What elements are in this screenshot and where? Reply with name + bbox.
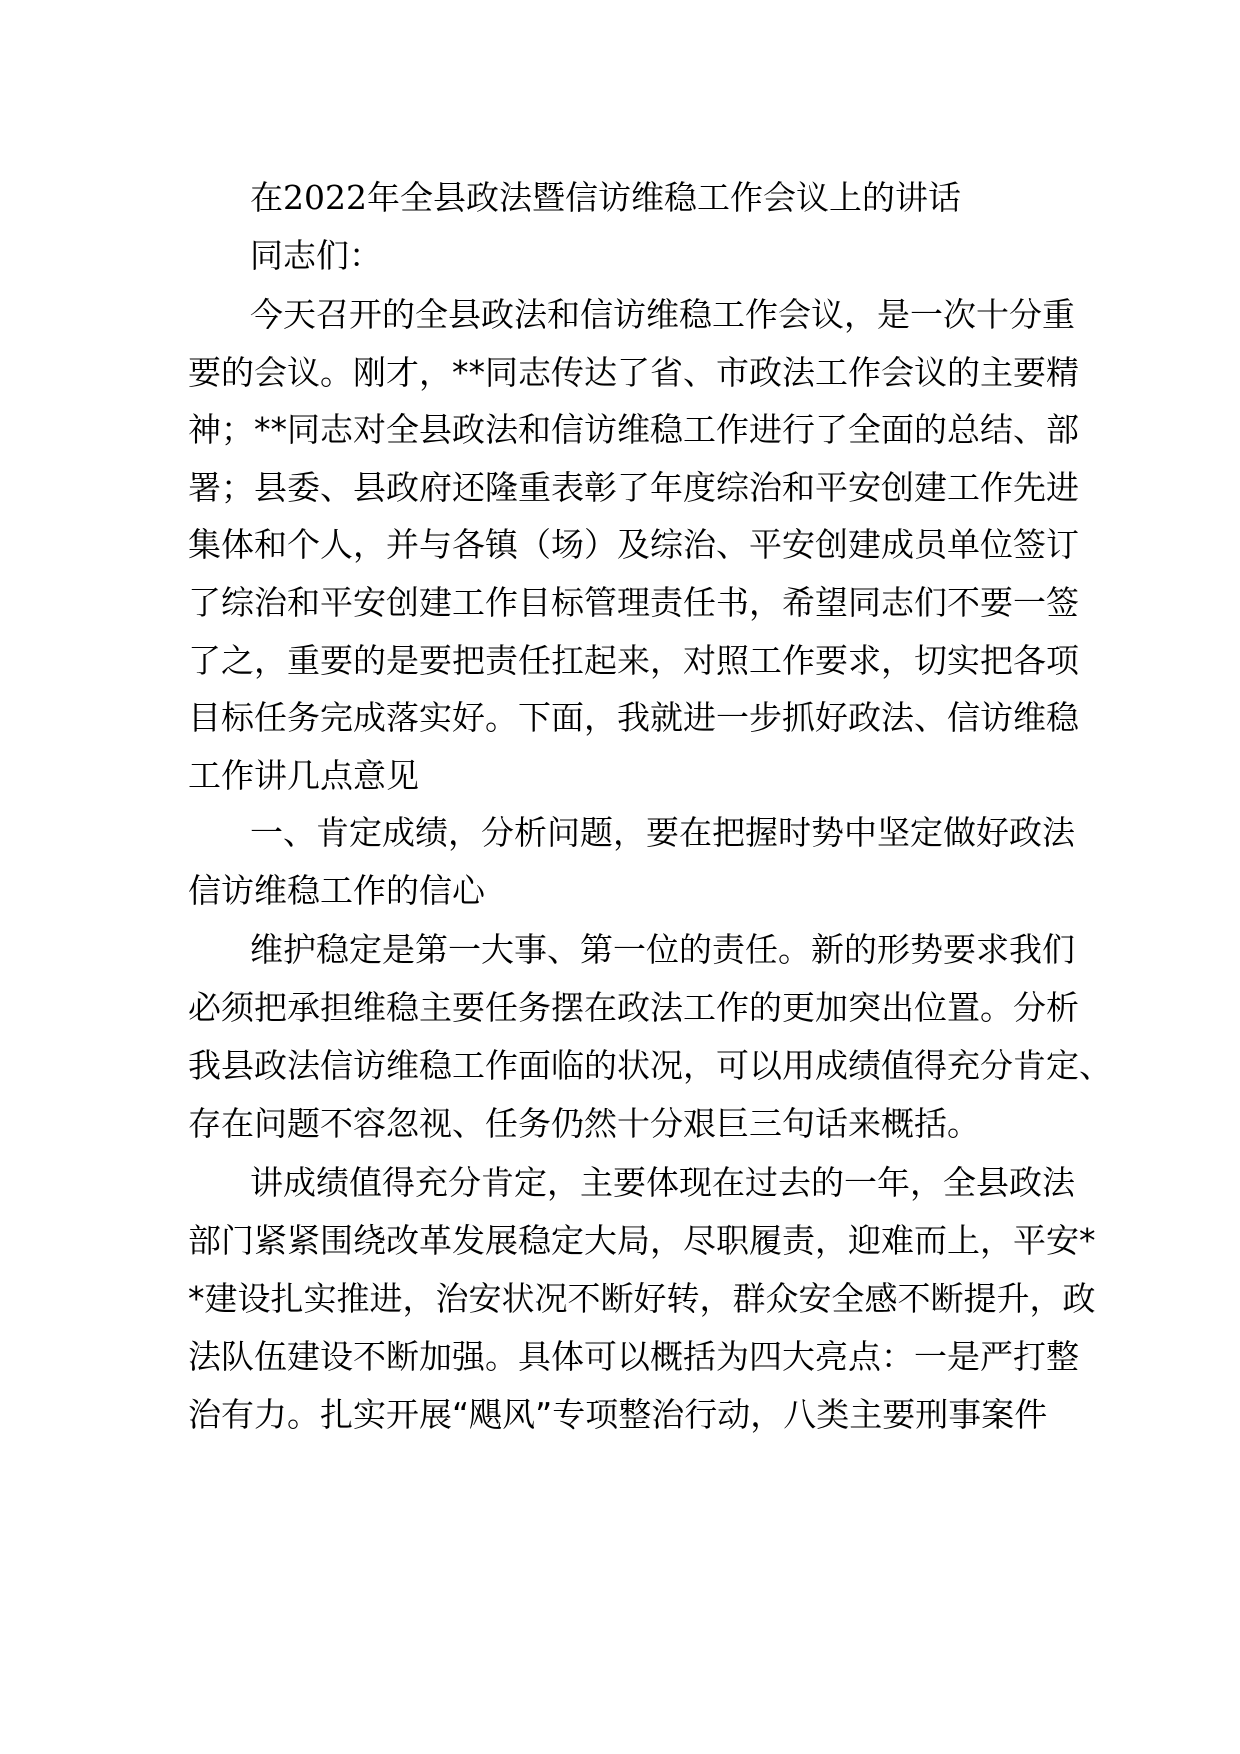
text-line: 了综治和平安创建工作目标管理责任书，希望同志们不要一签	[188, 583, 1079, 622]
text-line: 讲成绩值得充分肯定，主要体现在过去的一年，全县政法	[250, 1163, 1075, 1202]
text-line: *建设扎实推进，治安状况不断好转，群众安全感不断提升，政	[188, 1279, 1096, 1318]
salutation: 同志们：	[250, 236, 382, 275]
text-line: 必须把承担维稳主要任务摆在政法工作的更加突出位置。分析	[188, 988, 1079, 1027]
text-line: 要的会议。刚才，**同志传达了省、市政法工作会议的主要精	[188, 353, 1079, 392]
text-line: 署；县委、县政府还隆重表彰了年度综治和平安创建工作先进	[188, 468, 1079, 507]
text-line: 神；**同志对全县政法和信访维稳工作进行了全面的总结、部	[188, 410, 1079, 449]
text-line: 我县政法信访维稳工作面临的状况，可以用成绩值得充分肯定、	[188, 1046, 1112, 1085]
text-line: 集体和个人，并与各镇（场）及综治、平安创建成员单位签订	[188, 525, 1079, 564]
text-line: 目标任务完成落实好。下面，我就进一步抓好政法、信访维稳	[188, 698, 1079, 737]
text-line: 维护稳定是第一大事、第一位的责任。新的形势要求我们	[250, 930, 1075, 969]
section-heading: 信访维稳工作的信心	[188, 871, 485, 910]
text-line: 法队伍建设不断加强。具体可以概括为四大亮点：一是严打整	[188, 1337, 1079, 1376]
text-line: 了之，重要的是要把责任扛起来，对照工作要求，切实把各项	[188, 641, 1079, 680]
text-line: 存在问题不容忽视、任务仍然十分艰巨三句话来概括。	[188, 1104, 980, 1143]
text-line: 部门紧紧围绕改革发展稳定大局，尽职履责，迎难而上，平安*	[188, 1221, 1096, 1260]
section-heading: 一、肯定成绩，分析问题，要在把握时势中坚定做好政法	[250, 813, 1075, 852]
text-line: 工作讲几点意见	[188, 756, 419, 795]
text-line: 今天召开的全县政法和信访维稳工作会议，是一次十分重	[250, 295, 1075, 334]
document-title: 在2022年全县政法暨信访维稳工作会议上的讲话	[250, 178, 961, 217]
text-line: 治有力。扎实开展“飓风”专项整治行动，八类主要刑事案件	[188, 1395, 1048, 1434]
